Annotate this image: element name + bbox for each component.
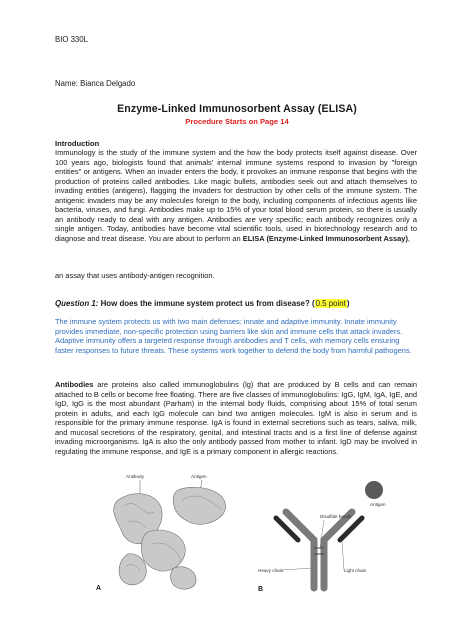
figure-b-heavy-chain-label: Heavy chain	[258, 568, 284, 573]
question-1-answer: The immune system protects us with two main defenses: innate and adaptive immunity. Innate immunity provides immediate, non-specific protection using barriers like skin and immune cells that attack invaders. Adaptive immunity offers a targeted response through antibodies and T cells, with memory cells ensuring faster responses to future threats. These systems work together to defend the body from harmful pathogens.	[55, 317, 412, 355]
student-name: Name: Bianca Delgado	[55, 79, 136, 88]
figure-b-label: B	[258, 586, 264, 593]
antigen-shape	[365, 481, 383, 499]
course-code: BIO 330L	[55, 35, 88, 44]
antibody-structure-diagram	[252, 468, 392, 596]
introduction-heading: Introduction	[55, 139, 100, 148]
antibodies-text: are proteins also called immunoglobulins (lg) that are produced by B cells and can remain attached to B cells or become free floating. There are five classes of immunoglobulins: IgG, IgM, IgA, IgE, and IgD, IgG is the most abundant (Parham) in the internal body fluids, comprising about 15% of total serum protein in adults, and each IgG molecule can bind two antigen molecules. IgM is also in serum and is responsible for the primary immune response. IgA is found in external secretions such as tears, saliva, milk, and mucosal secretions of the respiratory, genital, and intestinal tracts and is a first line of defense against invading microorganisms. IgA is also the only antibody passed from mother to infant. IgD may be involved in regulating the immune response, and IgE is a primary component in allergic reactions.	[55, 380, 417, 456]
introduction-paragraph: Immunology is the study of the immune system and the how the body protects itself against disease. Over 100 years ago, biologists found that animals' internal immune systems respond to invasion by "foreign entities" or antigens. When an invader enters the body, it provokes an immune response that begins with the production of proteins called antibodies. Like magic bullets, antibodies seek out and attach themselves to invading entities (antigens), flagging the invaders for destruction by other cells of the immune system. The antigenic invaders may be any molecules foreign to the body, including components of infectious agents like bacteria, viruses, and fungi. Antibodies make up to 15% of your total blood serum protein, so there is usually an antibody ready to deal with any antigen. Antibodies are very specific; each antibody recognizes only a single antigen. Today, antibodies have become vital scientific tools, used in biotechnology research and to diagnose and treat disease. You are about to perform an ELISA (Enzyme-Linked Immunosorbent Assay),	[55, 148, 417, 243]
question-1: Question 1: How does the immune system protect us from disease? (0.5 point)	[55, 299, 350, 308]
introduction-tail: an assay that uses antibody-antigen recognition.	[55, 271, 215, 280]
elisa-term: ELISA (Enzyme-Linked Immunosorbent Assay)	[242, 233, 408, 243]
ribbon-structure-shape	[114, 487, 226, 589]
figure-b-light-chain-label: Light chain	[344, 568, 367, 573]
figure-a-antigen-label: Antigen	[191, 474, 207, 479]
antibodies-term: Antibodies	[55, 380, 94, 389]
introduction-text: Immunology is the study of the immune system and the how the body protects itself against disease. Over 100 years ago, biologists found that animals' internal immune systems respond to invasion by "foreign entities" or antigens. When an invader enters the body, it provokes an immune response that begins with the production of proteins called antibodies. Like magic bullets, antibodies seek out and attach themselves to invading entities (antigens), flagging the invaders for destruction by other cells of the immune system. The antigenic invaders may be any molecules foreign to the body, including components of infectious agents like bacteria, viruses, and fungi. Antibodies make up to 15% of your total blood serum protein, so there is usually an antibody ready to deal with any antigen. Antibodies are very specific; each antibody recognizes only a single antigen. Today, antibodies have become vital scientific tools, used in biotechnology research and to diagnose and treat disease. You are about to perform an	[55, 148, 417, 243]
figure-b-disulfide-label: Disulfide bonds	[320, 514, 352, 519]
figure-a-label: A	[96, 585, 102, 592]
question-1-text: How does the immune system protect us from disease?	[100, 299, 310, 308]
light-chain-shape	[276, 518, 362, 540]
procedure-note: Procedure Starts on Page 14	[185, 117, 289, 126]
heavy-chain-shape	[286, 512, 352, 588]
figure-b-antigen-label: Antigen	[370, 502, 386, 507]
question-1-points: 0.5 point	[315, 299, 346, 308]
document-title: Enzyme-Linked Immunosorbent Assay (ELISA)	[117, 103, 357, 115]
figure-a-antibody-label: Antibody	[126, 474, 144, 479]
antibody-molecular-model-figure	[78, 470, 248, 592]
antibodies-paragraph	[55, 380, 417, 456]
question-1-label: Question 1:	[55, 299, 99, 308]
